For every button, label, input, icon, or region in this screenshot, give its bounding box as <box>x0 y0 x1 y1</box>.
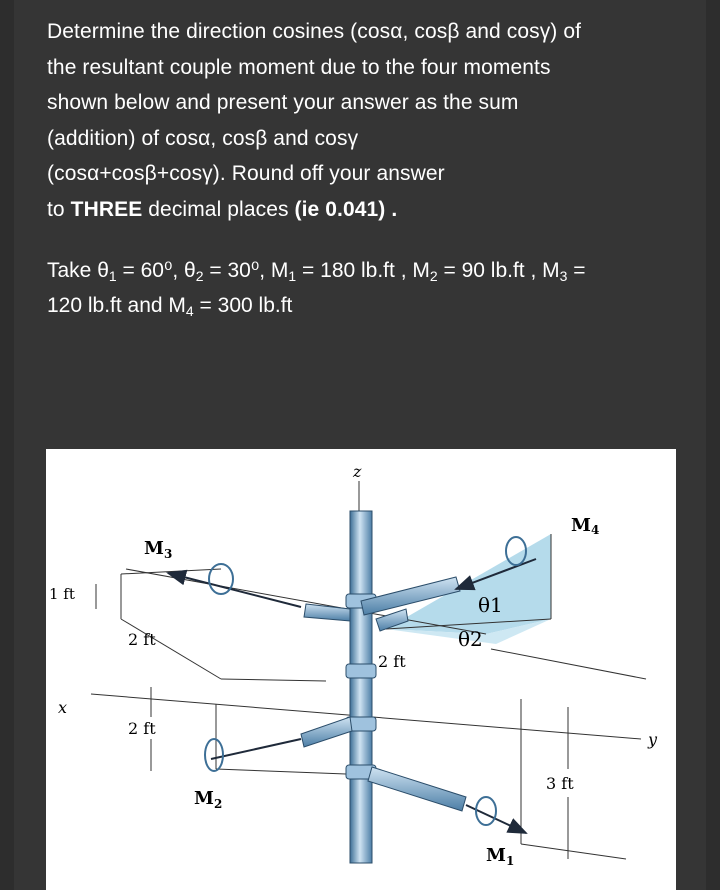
pipe-assembly-figure <box>46 449 676 890</box>
branch-pipe-m2 <box>301 717 352 747</box>
x-label: x <box>58 698 68 717</box>
example-answer: (ie 0.041) . <box>294 197 398 221</box>
m4-label: M4 <box>571 515 600 537</box>
sub-m1: 1 <box>288 268 297 284</box>
m3-label: $M_3$ <box>144 538 173 561</box>
given-values <box>47 253 697 323</box>
m2-curl-icon <box>205 739 223 771</box>
m2-vector <box>211 739 301 759</box>
theta1-label: θ1 <box>478 593 503 617</box>
sub-theta2: 2 <box>195 268 204 284</box>
m1-value: = 180 lb.ft , M <box>296 259 430 282</box>
question-line-6 <box>47 192 687 228</box>
m1-label: $M_1$ <box>486 845 515 868</box>
y-guide <box>491 649 646 679</box>
m2-floor-line <box>216 769 346 774</box>
sub-theta1: 1 <box>108 268 117 284</box>
sub-m3: 3 <box>559 268 568 284</box>
m3-eq: = <box>567 259 586 282</box>
figure-svg <box>46 449 676 890</box>
x-plane-line <box>126 569 486 634</box>
dim-1ft: 1 ft <box>49 585 75 603</box>
theta2-value: = 30⁰, M <box>203 259 289 282</box>
question-line-5: (cosα+cosβ+cosγ). Round off your answer <box>47 162 445 185</box>
m3-base-line <box>121 619 221 679</box>
m4-value: = 300 lb.ft <box>193 294 293 317</box>
sub-m2: 2 <box>429 268 438 284</box>
line6-pre: to <box>47 197 71 221</box>
base-line <box>221 679 326 681</box>
m3-curl-icon <box>209 564 233 594</box>
given-line-1 <box>47 253 697 288</box>
question-line-1: Determine the direction cosines (cosα, cosβ and cosγ) of <box>47 20 582 43</box>
question-line-2: the resultant couple moment due to the four moments <box>47 55 551 79</box>
branch-pipe-m3 <box>304 604 350 621</box>
vertical-pipe <box>350 511 372 863</box>
question-line-4: (addition) of cosα, cosβ and cosγ <box>47 126 359 150</box>
dim-2ft-a: 2 ft <box>128 630 156 649</box>
dim-2ft-c: 2 ft <box>378 652 406 671</box>
m2-value: = 90 lb.ft , M <box>437 259 560 282</box>
given-line-2 <box>47 288 697 323</box>
pipe-coupling-mid <box>346 664 376 678</box>
question-line-3: shown below and present your answer as the sum <box>47 91 519 114</box>
dim-3ft: 3 ft <box>546 774 574 793</box>
branch-pipe-m1 <box>368 767 466 811</box>
question-text <box>47 14 687 227</box>
theta1-value: = 60⁰, θ <box>116 259 196 282</box>
m3-vector <box>168 573 301 607</box>
m2-label: $M_2$ <box>194 788 223 811</box>
three-emphasis: THREE <box>70 197 143 221</box>
sub-m4: 4 <box>185 303 194 319</box>
y-label: y <box>648 730 658 749</box>
line6-mid: decimal places <box>142 197 295 221</box>
m1-floor-line <box>521 844 626 859</box>
take-label: Take θ <box>47 259 109 282</box>
theta2-label: θ2 <box>458 627 483 651</box>
m3-value: 120 lb.ft and M <box>47 294 186 317</box>
dim-2ft-b: 2 ft <box>128 719 156 738</box>
z-label: z <box>353 462 362 481</box>
